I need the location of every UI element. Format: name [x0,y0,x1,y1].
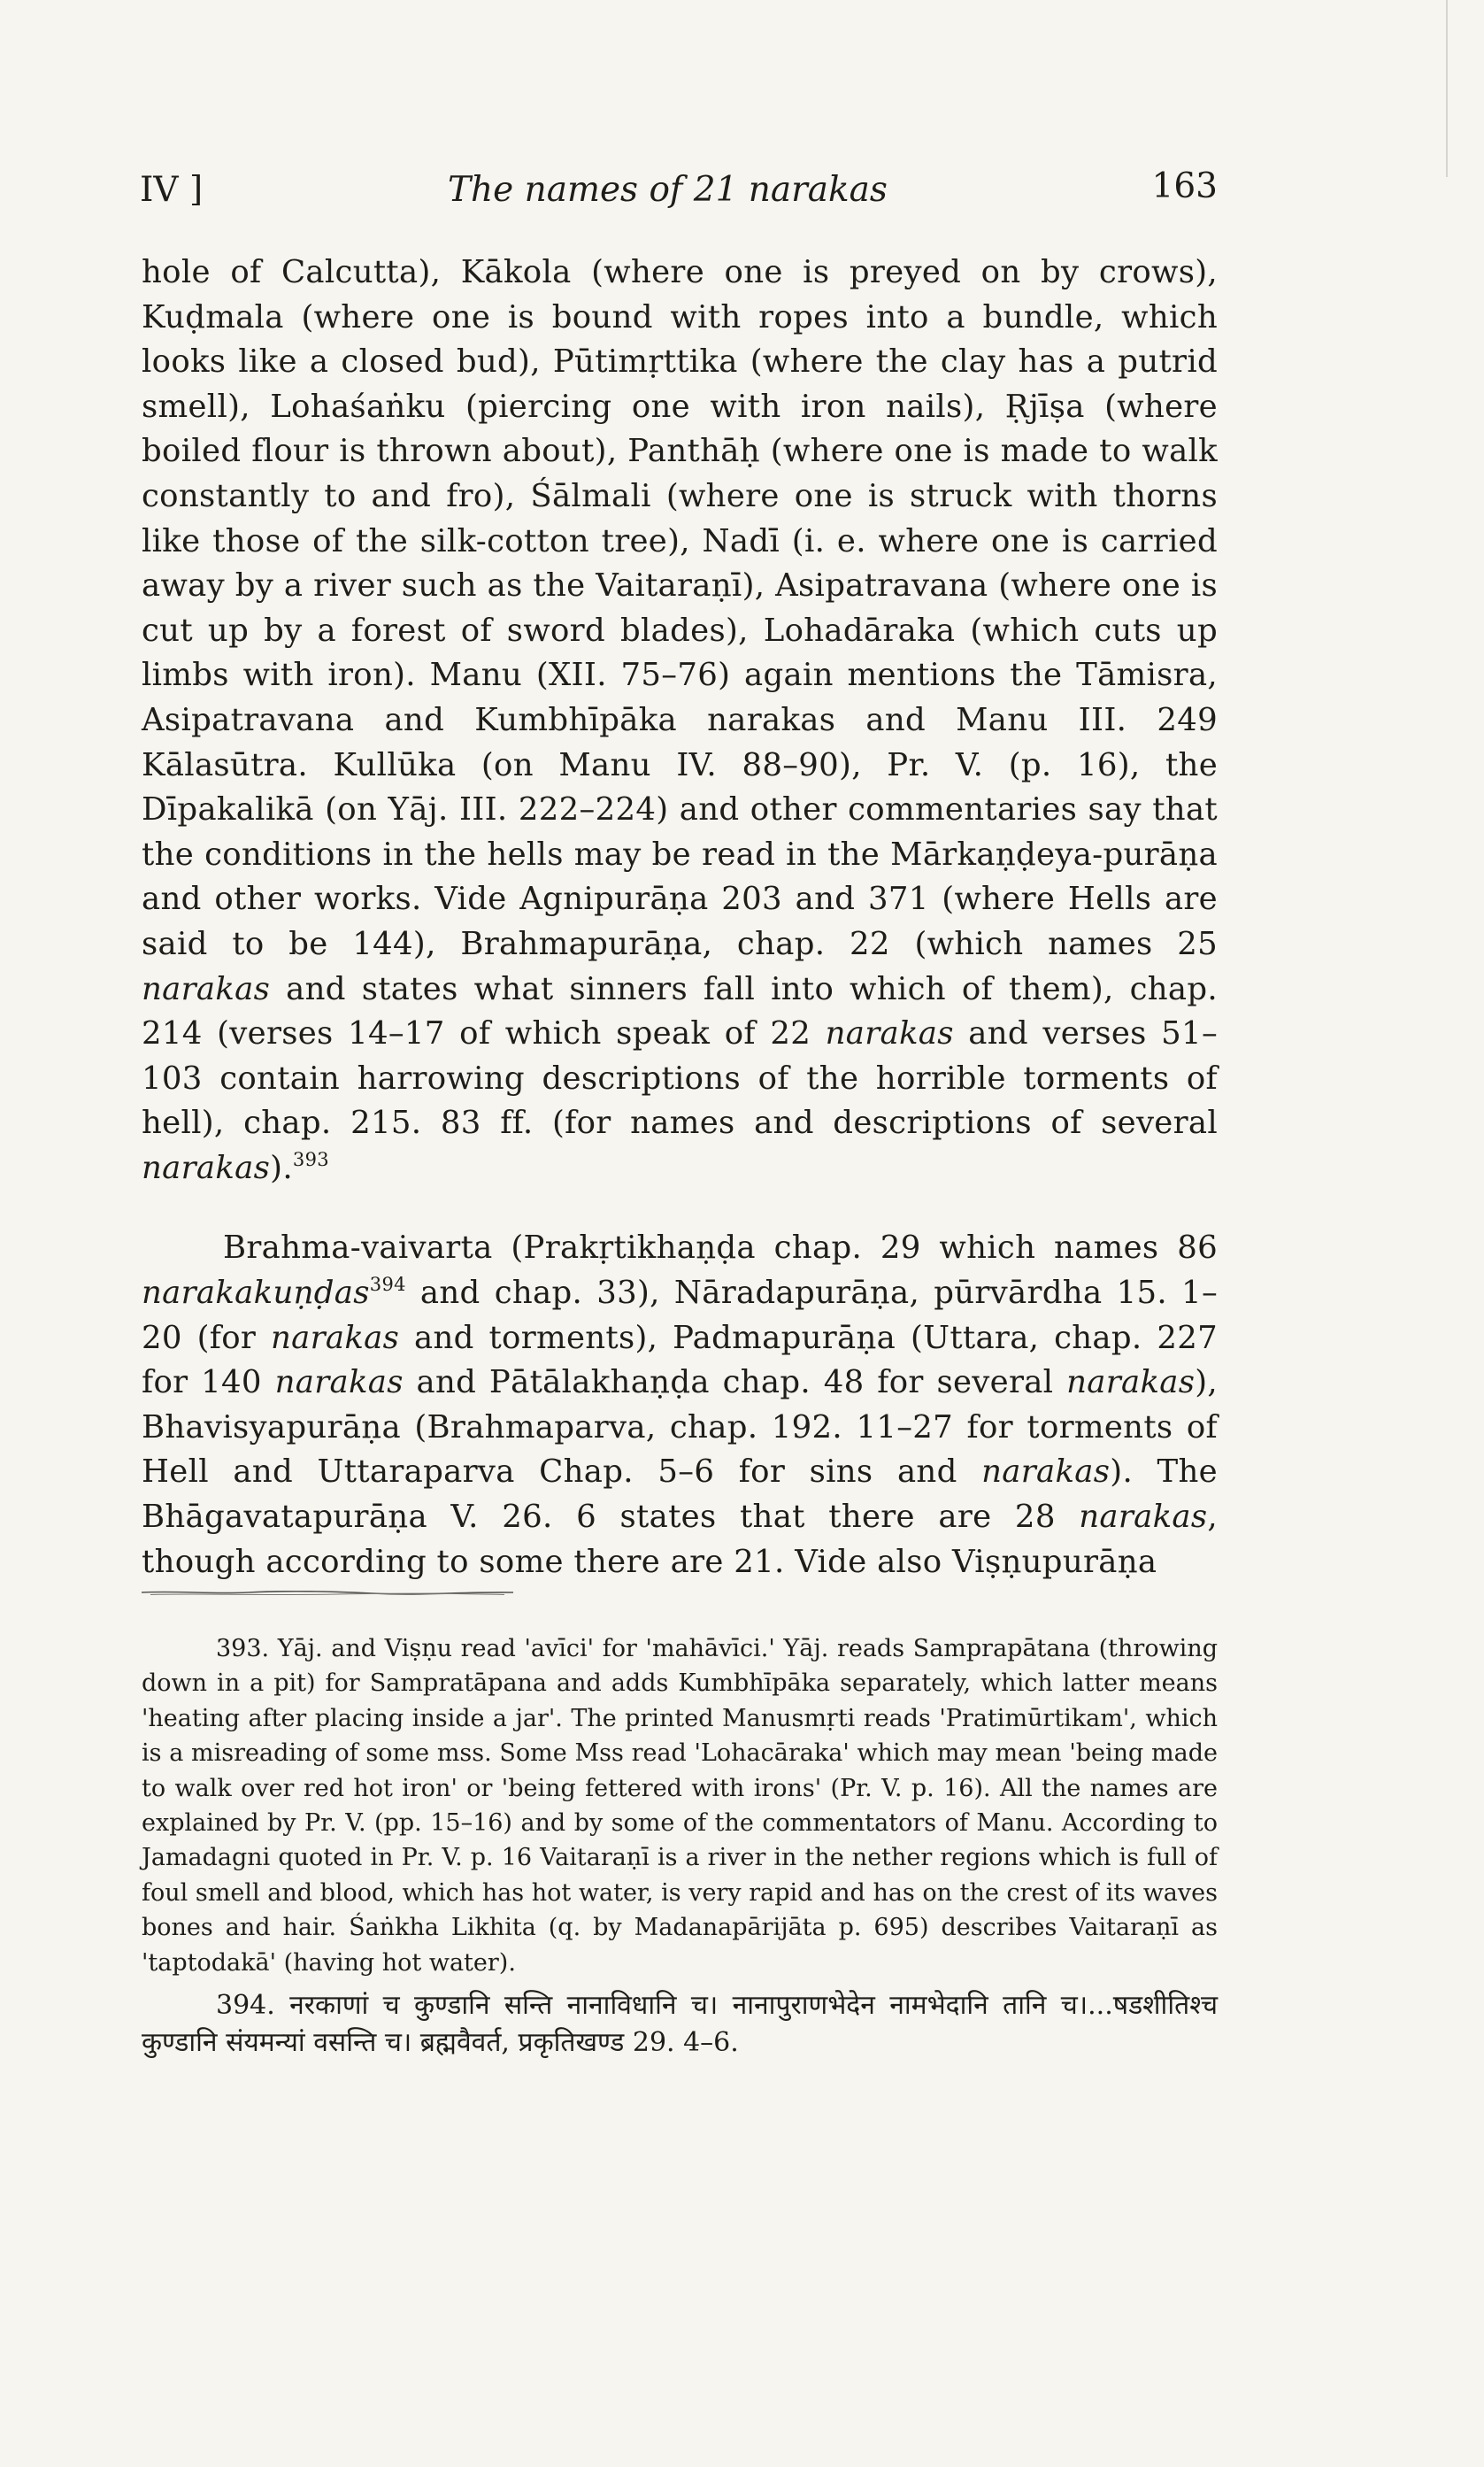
text-run: ), Bhavisyapurāṇa (Brahmaparva, chap. 192. 11–27 for torments of Hell and Uttaraparva Chap. 5–6 for sins and [142,1364,1218,1491]
italic-term: narakas [1066,1364,1196,1401]
running-header [140,166,1218,220]
section-number: IV ] [140,170,204,210]
footnote-393: 393. Yāj. and Viṣṇu read 'avīci' for 'mahāvīci.' Yāj. reads Samprapātana (throwing down in a pit) for Sampratāpana and adds Kumbhīpāka separately, which latter means 'heating after placing inside a jar'. The printed Manusmṛti reads 'Pratimūrtikam', which is a misreading of some mss. Some Mss read 'Lohacāraka' which may mean 'being made to walk over red hot iron' or 'being fettered with irons' (Pr. V. p. 16). All the names are explained by Pr. V. (pp. 15–16) and by some of the commentators of Manu. According to Jamadagni quoted in Pr. V. p. 16 Vaitaraṇī is a river in the nether regions which is full of foul smell and blood, which has hot water, is very rapid and has on the crest of its waves bones and hair. Śaṅkha Likhita (q. by Madanapārijāta p. 695) describes Vaitaraṇī as 'taptodakā' (having hot water). [142,1635,1218,1977]
running-title: The names of 21 narakas [448,170,888,210]
footnote-ref-394[interactable]: 394 [369,1274,406,1296]
italic-term: narakas [274,1364,404,1401]
footnotes [142,1631,1218,2062]
text-run: ). The Bhāgavatapurāṇa V. 26. 6 states that there are 28 [142,1453,1218,1536]
text-run: and verses 51–103 contain harrowing descriptions of the horrible torments of hell), chap. 215. 83 ff. (for names and descriptions of several [142,1015,1218,1142]
italic-term: narakas [825,1015,954,1052]
footnote-394: 394. नरकाणां च कुण्डानि सन्ति नानाविधानि च। नानापुराणभेदेन नामभेदानि तानि च।...षडशीतिश्च कुण्डानि संयमन्यां वसन्ति च। ब्रह्मवैवर्त, प्रकृतिखण्ड 29. 4–6. [142,1990,1218,2059]
paragraph-1 [142,251,1218,1191]
text-run: ). [270,1149,293,1186]
text-run: and chap. 33), Nāradapurāṇa, pūrvārdha 15. 1–20 (for [142,1275,1218,1356]
text-run: hole of Calcutta), Kākola (where one is preyed on by crows), Kuḍmala (where one is bound with ropes into a bundle, which looks like a closed bud), Pūtimṛttika (where the clay has a putrid smell), Lohaśaṅku (piercing one with iron nails), Ṛjīṣa (where boiled flour is thrown about), Panthāḥ (where one is made to walk constantly to and fro), Śālmali (where one is struck with thorns like those of the silk-cotton tree), Nadī (i. e. where one is carried away by a river such as the Vaitaraṇī), Asipatravana (where one is cut up by a forest of sword blades), Lohadāraka (which cuts up limbs with iron). Manu (XII. 75–76) again mentions the Tāmisra, Asipatravana and Kumbhīpāka narakas and Manu III. 249 Kālasūtra. Kullūka (on Manu IV. 88–90), Pr. V. (p. 16), the Dīpakalikā (on Yāj. III. 222–224) and other commentaries say that the conditions in the hells may be read in the Mārkaṇḍeya-purāṇa and other works. Vide Agnipurāṇa 203 and 371 (where Hells are said to be 144), Brahmapurāṇa, chap. 22 (which names 25 [142,254,1218,962]
italic-term: narakas [981,1453,1111,1491]
text-run: and Pātālakhaṇḍa chap. 48 for several [403,1364,1067,1401]
italic-term: narakakuṇḍas [142,1275,370,1312]
footnote-separator [142,1591,513,1596]
text-run: , though according to some there are 21. Vide also Viṣṇupurāṇa [142,1499,1218,1580]
footnote-ref-393[interactable]: 393 [292,1148,329,1170]
italic-term: narakas [142,970,271,1007]
text-run: and torments), Padmapurāṇa (Uttara, chap. 227 for 140 [142,1319,1218,1401]
scan-edge-line [1446,0,1448,177]
text-run: and states what sinners fall into which of them), chap. 214 (verses 14–17 of which speak of 22 [142,970,1218,1052]
italic-term: narakas [270,1319,400,1356]
main-text [142,251,1218,1584]
paragraph-2 [142,1226,1218,1584]
page-number: 163 [1151,166,1218,206]
italic-term: narakas [142,1149,271,1186]
italic-term: narakas [1079,1499,1208,1536]
text-run: Brahma-vaivarta (Prakṛtikhaṇḍa chap. 29 which names 86 [223,1230,1218,1267]
